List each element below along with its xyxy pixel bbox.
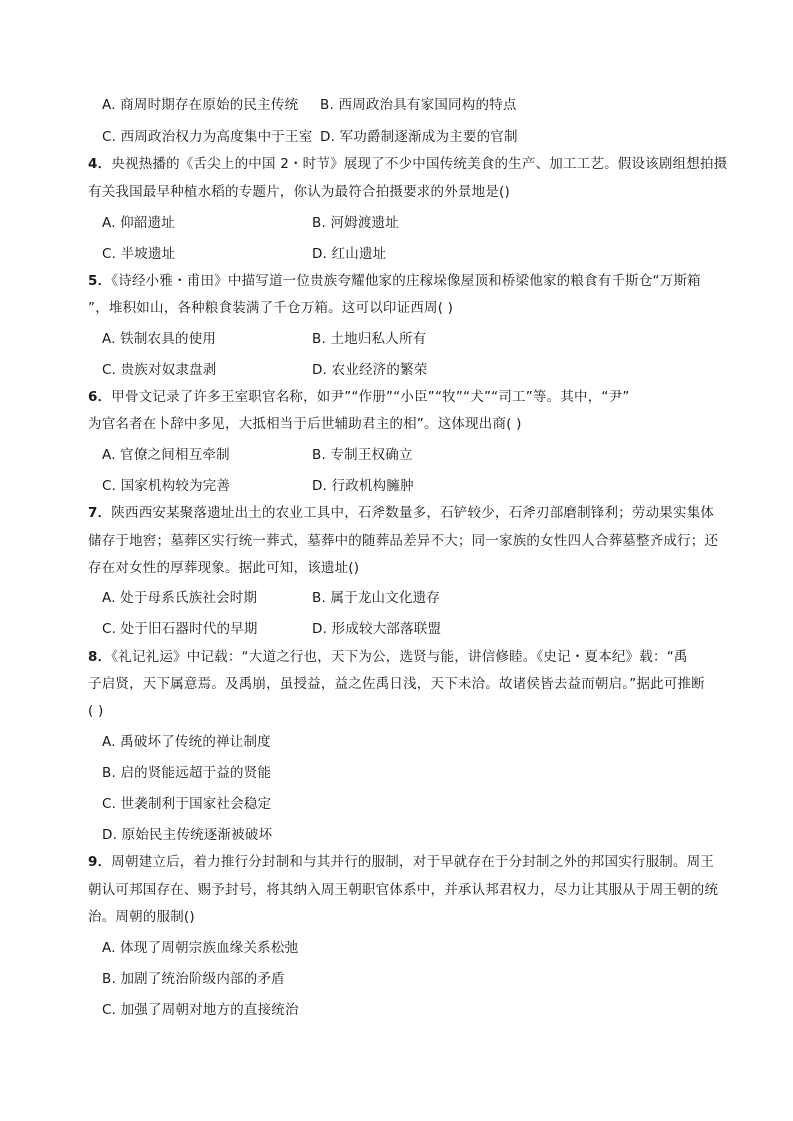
q7-text-1: 陕西西安某聚落遗址出土的农业工具中，石斧数量多，石铲较少，石斧刃部磨制锋利；劳动果实集体 — [111, 505, 715, 521]
q9-text-1: 周朝建立后，着力推行分封制和与其并行的服制，对于早就存在于分封制之外的邦国实行服制。周王 — [111, 854, 715, 870]
q8-option-a: A. 禹破坏了传统的禅让制度 — [102, 734, 271, 750]
q5-stem-line-2: ”，堆积如山，各种粮食装满了千仓万箱。这可以印证西周( ) — [88, 300, 454, 316]
q7-stem-line-2: 储存于地窖；墓葬区实行统一葬式，墓葬中的随葬品差异不大；同一家族的女性四人合葬墓整齐成行；还 — [88, 533, 719, 549]
q3-option-a: A. 商周时期存在原始的民主传统 — [102, 97, 299, 113]
q9-option-a: A. 体现了周朝宗族血缘关系松弛 — [102, 940, 299, 956]
q9-stem-line-3: 治。周朝的服制() — [88, 909, 195, 925]
q6-number: 6． — [88, 389, 112, 405]
q6-stem-line-1 — [88, 387, 630, 407]
q8-option-b: B. 启的贤能远超于益的贤能 — [102, 765, 272, 781]
q7-stem-line-1 — [88, 503, 714, 523]
q7-stem-line-3: 存在对女性的厚葬现象。据此可知，该遗址() — [88, 560, 360, 576]
q9-number: 9． — [88, 854, 112, 870]
q8-stem-line-3: ( ) — [88, 703, 104, 719]
q7-option-d: D. 形成较大部落联盟 — [312, 621, 442, 637]
q4-option-d: D. 红山遗址 — [312, 246, 387, 262]
q7-option-c: C. 处于旧石器时代的早期 — [102, 621, 258, 637]
q5-stem-line-1 — [88, 271, 701, 291]
q4-number: 4． — [88, 156, 112, 172]
q5-option-b: B. 土地归私人所有 — [312, 331, 427, 347]
q9-option-b: B. 加剧了统治阶级内部的矛盾 — [102, 971, 285, 987]
q4-stem-line-2: 有关我国最早种植水稻的专题片，你认为最符合拍摄要求的外景地是() — [88, 184, 510, 200]
q8-option-c: C. 世袭制利于国家社会稳定 — [102, 796, 272, 812]
q8-text-1: 《礼记礼运》中记载：“大道之行也，天下为公，选贤与能，讲信修睦。《史记・夏本纪》载：“禹 — [111, 649, 688, 665]
q9-stem-line-2: 朝认可邦国存在、赐予封号，将其纳入周王朝职官体系中，并承认邦君权力，尽力让其服从于周王朝的统 — [88, 882, 719, 898]
q8-option-d: D. 原始民主传统逐渐被破坏 — [102, 827, 273, 843]
q6-option-c: C. 国家机构较为完善 — [102, 478, 231, 494]
q3-option-c: C. 西周政治权力为高度集中于王室 — [102, 129, 313, 145]
q9-stem-line-1 — [88, 852, 714, 872]
q5-text-1: 《诗经小雅・甫田》中描写道一位贵族夸耀他家的庄稼垛像屋顶和桥梁他家的粮食有千斯仓“万斯箱 — [111, 273, 701, 289]
q9-option-c: C. 加强了周朝对地方的直接统治 — [102, 1002, 299, 1018]
q7-option-a: A. 处于母系氏族社会时期 — [102, 590, 258, 606]
q4-option-b: B. 河姆渡遗址 — [312, 215, 399, 231]
q5-option-a: A. 铁制农具的使用 — [102, 331, 217, 347]
q8-stem-line-1 — [88, 647, 688, 667]
q5-option-d: D. 农业经济的繁荣 — [312, 362, 428, 378]
q5-number: 5． — [88, 273, 112, 289]
q8-number: 8． — [88, 649, 112, 665]
q6-option-b: B. 专制王权确立 — [312, 447, 413, 463]
q6-stem-line-2: 为官名者在卜辞中多见，大抵相当于后世辅助君主的相”。这体现出商( ) — [88, 416, 522, 432]
q4-text-1: 央视热播的《舌尖上的中国 2・时节》展现了不少中国传统美食的生产、加工工艺。假设该剧组想拍摄 — [111, 156, 728, 172]
q3-option-b: B. 西周政治具有家国同构的特点 — [320, 97, 517, 113]
q3-option-d: D. 军功爵制逐渐成为主要的官制 — [320, 129, 518, 145]
q6-text-1: 甲骨文记录了许多王室职官名称，如尹”“作册”“小臣”“牧”“犬”“司工”等。其中，“尹” — [111, 389, 630, 405]
q6-option-d: D. 行政机构臃肿 — [312, 478, 414, 494]
q4-stem-line-1 — [88, 154, 727, 174]
q8-stem-line-2: 子启贤，天下属意焉。及禹崩，虽授益，益之佐禹日浅，天下未洽。故诸侯皆去益而朝启。”据此可推断 — [88, 676, 705, 692]
q6-option-a: A. 官僚之间相互牵制 — [102, 447, 230, 463]
q7-option-b: B. 属于龙山文化遗存 — [312, 590, 441, 606]
q7-number: 7． — [88, 505, 112, 521]
q4-option-a: A. 仰韶遗址 — [102, 215, 175, 231]
q4-option-c: C. 半坡遗址 — [102, 246, 176, 262]
q5-option-c: C. 贵族对奴隶盘剥 — [102, 362, 217, 378]
